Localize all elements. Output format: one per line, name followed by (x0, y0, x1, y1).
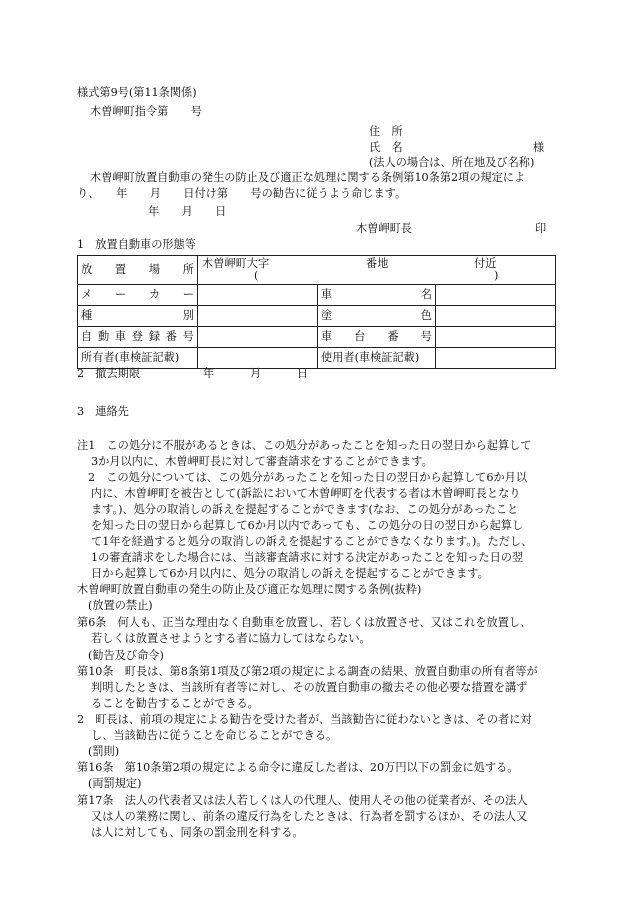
reg-value (198, 327, 318, 348)
section2-label: 2 撤去期限 (77, 367, 141, 380)
location-cell (198, 256, 556, 285)
section2-year: 年 (203, 367, 215, 380)
car-name-label-cell (318, 285, 436, 306)
paren-open: ( (254, 269, 259, 282)
article10-line1: 第10条 町長は、第8条第1項及び第2項の規定による調査の結果、放置自動車の所有者等が (77, 665, 538, 678)
article10-2-line2: し、当該勧告に従うことを命じることができる。 (91, 729, 338, 742)
section1-title: 1 放置自動車の形態等 (77, 238, 196, 251)
location-banchi: 番地 (366, 257, 389, 270)
article16: 第16条 第10条第2項の規定による命令に違反した者は、20万円以下の罰金に処する。 (77, 761, 519, 774)
order-text-line2: り、 年 月 日付け第 号の勧告に従うよう命じます。 (77, 187, 407, 200)
type-label: 種 別 (81, 309, 194, 323)
table-row (78, 256, 556, 285)
corp-note: (法人の場合は、所在地及び名称) (369, 156, 535, 169)
form-number: 様式第9号(第11条関係) (77, 86, 197, 99)
maker-label: メ ー カ ー (81, 288, 194, 302)
heading-dual-penalty: (両罰規定) (88, 777, 142, 790)
heading-prohibition: (放置の禁止) (88, 599, 153, 612)
note1-line1: 注1 この処分に不服があるときは、この処分があったことを知った日の翌日から起算して (77, 439, 532, 452)
issuer-title: 木曽岬町長 (356, 222, 412, 235)
table-row (78, 285, 556, 306)
article10-line2: 判明したときは、当該所有者等に対し、その放置自動車の撤去その他必要な措置を講ず (91, 681, 528, 694)
note2-line6: 1の審査請求をした場合には、当該審査請求に対する決定があったことを知った日の翌 (91, 551, 524, 564)
table-row (78, 327, 556, 348)
heading-penalty: (罰則) (88, 745, 120, 758)
section3-title: 3 連絡先 (77, 405, 129, 418)
order-date: 年 月 日 (148, 205, 227, 218)
chassis-value (436, 327, 556, 348)
note2-line1: 2 この処分については、この処分があったことを知った日の翌日から起算して6か月以 (88, 471, 528, 484)
paren-close: ) (494, 269, 499, 282)
section2-day: 日 (297, 367, 309, 380)
name-label: 氏 名 (369, 141, 403, 154)
reg-label-cell (78, 327, 198, 348)
table-row (78, 306, 556, 327)
order-text-line1: 木曽岬町放置自動車の発生の防止及び適正な処理に関する条例第10条第2項の規定によ (90, 171, 526, 184)
article17-line3: は人に対しても、同条の罰金刑を科する。 (91, 826, 304, 839)
note2-line4: を知った日の翌日から起算して6か月以内であっても、この処分の日の翌日から起算し (91, 519, 524, 532)
article6-line2: 若しくは放置させようとする者に協力してはならない。 (91, 632, 371, 645)
owner-label: 所有者(車検証記載) (78, 348, 198, 369)
note2-line2: 内に、木曽岬町を被告として(訴訟において木曽岬町を代表する者は木曽岬町長となり (91, 487, 521, 500)
honorific: 様 (533, 141, 545, 154)
chassis-label-cell (318, 327, 436, 348)
maker-label-cell (78, 285, 198, 306)
address-label: 住 所 (369, 125, 403, 138)
type-value (198, 306, 318, 327)
article10-2-line1: 2 町長は、前項の規定による勧告を受けた者が、当該勧告に従わないときは、その者に対 (77, 713, 532, 726)
chassis-number-label: 車 台 番 号 (321, 330, 432, 344)
maker-value (198, 285, 318, 306)
ordinance-title: 木曽岬町放置自動車の発生の防止及び適正な処理に関する条例(抜粋) (77, 583, 422, 596)
article17-line2: 又は人の業務に関し、前条の違反行為をしたときは、行為者を罰するほか、その法人又 (91, 810, 528, 823)
type-label-cell (78, 306, 198, 327)
article17-line1: 第17条 法人の代表者又は法人若しくは人の代理人、使用人その他の従業者が、その法人 (77, 794, 528, 807)
heading-recommendation: (勧告及び命令) (88, 649, 164, 662)
article10-line3: ることを勧告することができる。 (91, 697, 259, 710)
article6-line1: 第6条 何人も、正当な理由なく自動車を放置し、若しくは放置させ、又はこれを放置し、 (77, 616, 532, 629)
owner-value (198, 348, 318, 369)
note2-line7: 日から起算して6か月以内に、処分の取消しの訴えを提起することができます。 (91, 567, 489, 580)
user-value (436, 348, 556, 369)
order-number: 木曽岬町指令第 号 (90, 105, 202, 118)
table-row (78, 348, 556, 369)
issuer-seal: 印 (535, 222, 547, 235)
location-prefix: 木曽岬町大字 (202, 257, 270, 270)
vehicle-table (77, 255, 556, 369)
note2-line5: て1年を経過すると処分の取消しの訴えを提起することができなくなります。)。ただし、 (91, 535, 533, 548)
location-label-cell (78, 256, 198, 285)
car-name-value (436, 285, 556, 306)
note2-line3: ます。)、処分の取消しの訴えを提起することができます(なお、この処分があったこと (91, 503, 519, 516)
car-name-label: 車 名 (321, 288, 432, 302)
location-fukin: 付近 (474, 257, 497, 270)
color-label: 塗 色 (321, 309, 432, 323)
location-label: 放 置 場 所 (81, 263, 194, 277)
user-label: 使用者(車検証記載) (318, 348, 436, 369)
color-value (436, 306, 556, 327)
color-label-cell (318, 306, 436, 327)
registration-number-label: 自 動 車 登 録 番 号 (81, 330, 194, 344)
note1-line2: 3か月以内に、木曽岬町長に対して審査請求をすることができます。 (91, 455, 433, 468)
section2-month: 月 (250, 367, 262, 380)
